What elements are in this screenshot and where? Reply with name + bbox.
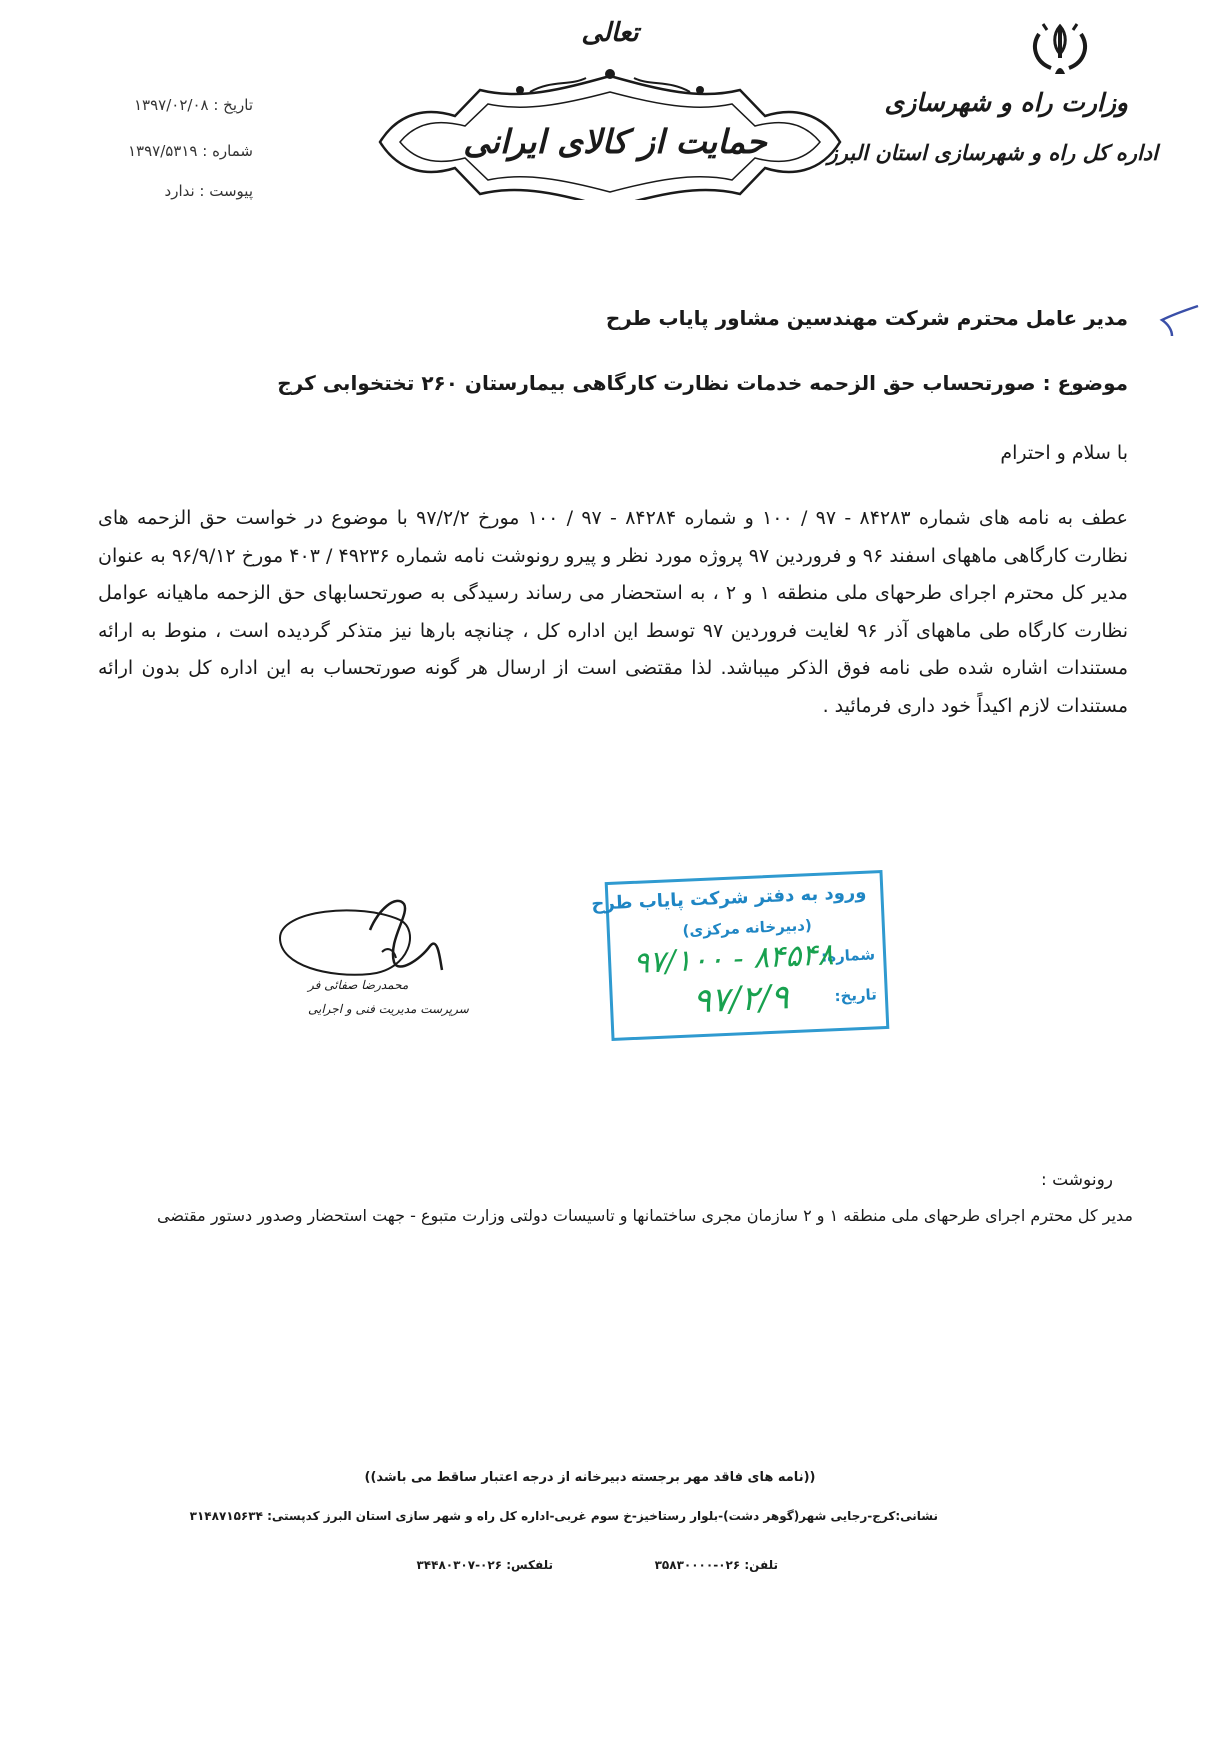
copy-label: رونوشت : bbox=[1040, 1170, 1113, 1190]
letter-attachment: پیوست : ندارد bbox=[164, 182, 253, 200]
stamp-date-label: تاریخ: bbox=[834, 985, 878, 1006]
subject: موضوع : صورتحساب حق الزحمه خدمات نظارت کارگاهی بیمارستان ۲۶۰ تختخوابی کرج bbox=[277, 371, 1128, 395]
greeting: با سلام و احترام bbox=[1000, 442, 1128, 464]
letter-body: عطف به نامه های شماره ۸۴۲۸۳ - ۹۷ / ۱۰۰ و شماره ۸۴۲۸۴ - ۹۷ / ۱۰۰ مورخ ۹۷/۲/۲ با موضوع در خواست حق الزحمه های نظارت کارگاهی ماههای اسفند ۹۶ و فروردین ۹۷ پروژه مورد نظر و پیرو رونوشت نامه شماره ۴۹۲۳۶ / ۴۰۳ مورخ ۹۶/۹/۱۲ به عنوان مدیر کل محترم اجرای طرحهای ملی منطقه ۱ و ۲ ، به استحضار می رساند رسیدگی به صورتحسابهای حق الزحمه ماهیانه عوامل نظارت کارگاه طی ماههای آذر ۹۶ لغایت فروردین ۹۷ توسط این اداره کل ، چنانچه بارها نیز متذکر گردیده است ، منوط به ارائه مستندات اشاره شده طی نامه فوق الذکر میباشد. لذا مقتضی است از ارسال هر گونه صورتحساب به این اداره کل بدون ارائه مستندات لازم اکیداً خود داری فرمائید . bbox=[98, 507, 1129, 717]
copy-recipient: مدیر کل محترم اجرای طرحهای ملی منطقه ۱ و ۲ سازمان مجری ساختمانها و تاسیسات دولتی وزارت متبوع - جهت استحضار وصدور دستور مقتضی bbox=[157, 1206, 1133, 1225]
letter-number: شماره : ۱۳۹۷/۵۳۱۹ bbox=[127, 142, 253, 160]
ministry-emblem-icon bbox=[1025, 20, 1095, 82]
office-entry-stamp bbox=[590, 870, 890, 1041]
recipient: مدیر عامل محترم شرکت مهندسین مشاور پایاب طرح bbox=[605, 306, 1128, 330]
footer-phone: تلفن: ۰۲۶-۳۵۸۳۰۰۰۰ bbox=[654, 1558, 778, 1572]
footer-note: ((نامه های فاقد مهر برجسته دبیرخانه از درجه اعتبار ساقط می باشد)) bbox=[364, 1470, 816, 1485]
stamp-number-value: ۸۴۵۴۸ - ۹۷/۱۰۰ bbox=[632, 937, 835, 981]
letter-date: تاریخ : ۱۳۹۷/۰۲/۰۸ bbox=[134, 96, 253, 114]
office-name: اداره کل راه و شهرسازی استان البرز bbox=[827, 140, 1158, 165]
stamp-date-value: ۹۷/۲/۹ bbox=[692, 977, 790, 1022]
footer-address: نشانی:کرج-رجایی شهر(گوهر دشت)-بلوار رستاخیز-خ سوم غربی-اداره کل راه و شهر سازی استان البرز کدپستی: ۳۱۴۸۷۱۵۶۳۴ bbox=[189, 1509, 938, 1523]
check-mark-icon bbox=[1150, 300, 1202, 340]
signer-title: سرپرست مدیریت فنی و اجرایی bbox=[308, 1002, 469, 1016]
footer-fax: تلفکس: ۰۲۶-۳۴۴۸۰۳۰۷ bbox=[416, 1558, 553, 1572]
stamp-line-1: ورود به دفتر شرکت پایاب طرح bbox=[590, 881, 867, 915]
stamp-line-2: (دبیرخانه مرکزی) bbox=[682, 916, 813, 940]
banner-top-text: تعالی bbox=[581, 18, 639, 48]
banner-slogan: حمایت از کالای ایرانی bbox=[463, 122, 767, 161]
signer-name: محمدرضا صفائی فر bbox=[308, 978, 409, 992]
stamp-number-label: شماره: bbox=[820, 945, 876, 966]
ministry-name: وزارت راه و شهرسازی bbox=[884, 88, 1128, 117]
